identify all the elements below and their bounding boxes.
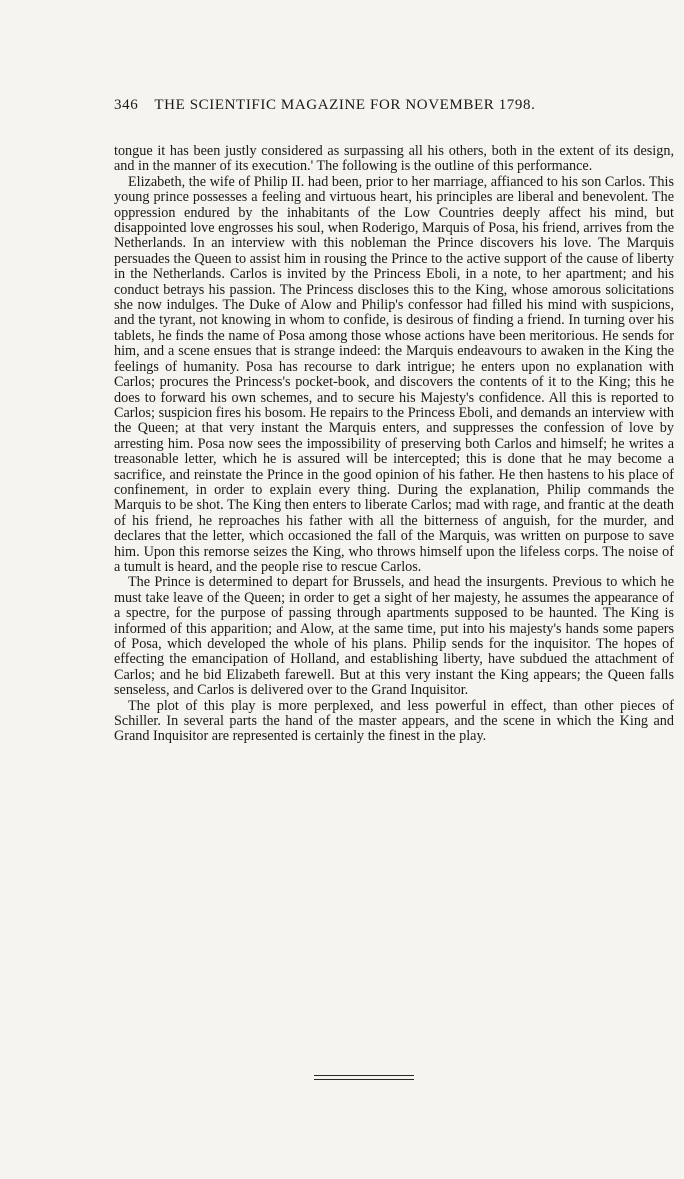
paragraph-critique: The plot of this play is more perplexed, and less powerful in effect, than other pieces of Schiller. In several parts the hand of the master appears, and the scene in which the King and Grand Inquisitor are represented is certainly the finest in the play. [114, 697, 674, 745]
running-header [114, 97, 674, 114]
paragraph-prince-departure: The Prince is determined to depart for Brussels, and head the insurgents. Previous to which he must take leave of the Queen; in order to get a sight of her majesty, he assumes the appearance of a spectre, for the purpose of passing through apartments supposed to be haunted. The King is informed of this apparition; and Alow, at the same time, put into his majesty's hands some papers of Posa, which developed the whole of his plans. Philip sends for the inquisitor. The hopes of effecting the emancipation of Holland, and establishing liberty, have subdued the attachment of Carlos; and he bid Elizabeth farewell. But at this very instant the King appears; the Queen falls senseless, and Carlos is delivered over to the Grand Inquisitor. [114, 574, 674, 699]
running-title: THE SCIENTIFIC MAGAZINE FOR NOVEMBER 1798. [154, 97, 536, 113]
paragraph-continuation: tongue it has been justly considered as surpassing all his others, both in the extent of its design, and in the manner of its execution.' The following is the outline of this performance. [114, 143, 674, 175]
page-number: 346 [114, 97, 139, 113]
article-body [114, 144, 674, 745]
paragraph-plot-summary: Elizabeth, the wife of Philip II. had been, prior to her marriage, affianced to his son Carlos. This young prince possesses a feeling and virtuous heart, his principles are liberal and benevolent. The oppression endured by the inhabitants of the Low Countries deeply affect his mind, but disappointed love engrosses his soul, when Roderigo, Marquis of Posa, his friend, arrives from the Netherlands. In an interview with this nobleman the Prince discovers his love. The Marquis persuades the Queen to assist him in rousing the Prince to the active support of the cause of liberty in the Netherlands. Carlos is invited by the Princess Eboli, in a note, to her apartment; and his conduct betrays his passion. The Princess discloses this to the King, whose amorous solicitations she now indulges. The Duke of Alow and Philip's confessor had filled his mind with suspicions, and the tyrant, not knowing in whom to confide, is desirous of finding a friend. In turning over his tablets, he finds the name of Posa among those whose actions have been meritorious. He sends for him, and a scene ensues that is strange indeed: the Marquis endeavours to awaken in the King the feelings of humanity. Posa has recourse to dark intrigue; he enters upon no explanation with Carlos; procures the Princess's pocket-book, and discovers the contents of it to the King; this he does to forward his own schemes, and to secure his Majesty's confidence. All this is reported to Carlos; suspicion fires his bosom. He repairs to the Princess Eboli, and demands an interview with the Queen; at that very instant the Marquis enters, and suppresses the confession of love by arresting him. Posa now sees the impossibility of preserving both Carlos and himself; he writes a treasonable letter, which he is assured will be intercepted; this is done that he may become a sacrifice, and reinstate the Prince in the good opinion of his father. He then hastens to his place of confinement, in order to explain every thing. During the explanation, Philip commands the Marquis to be shot. The King then enters to liberate Carlos; mad with rage, and frantic at the death of his friend, he reproaches his father with all the bitterness of anguish, for the murder, and declares that the letter, which occasioned the fall of the Marquis, was written on purpose to save him. Upon this remorse seizes the King, who throws himself upon the lifeless corps. The noise of a tumult is heard, and the people rise to rescue Carlos. [114, 173, 674, 575]
section-divider-rule [314, 1075, 414, 1080]
